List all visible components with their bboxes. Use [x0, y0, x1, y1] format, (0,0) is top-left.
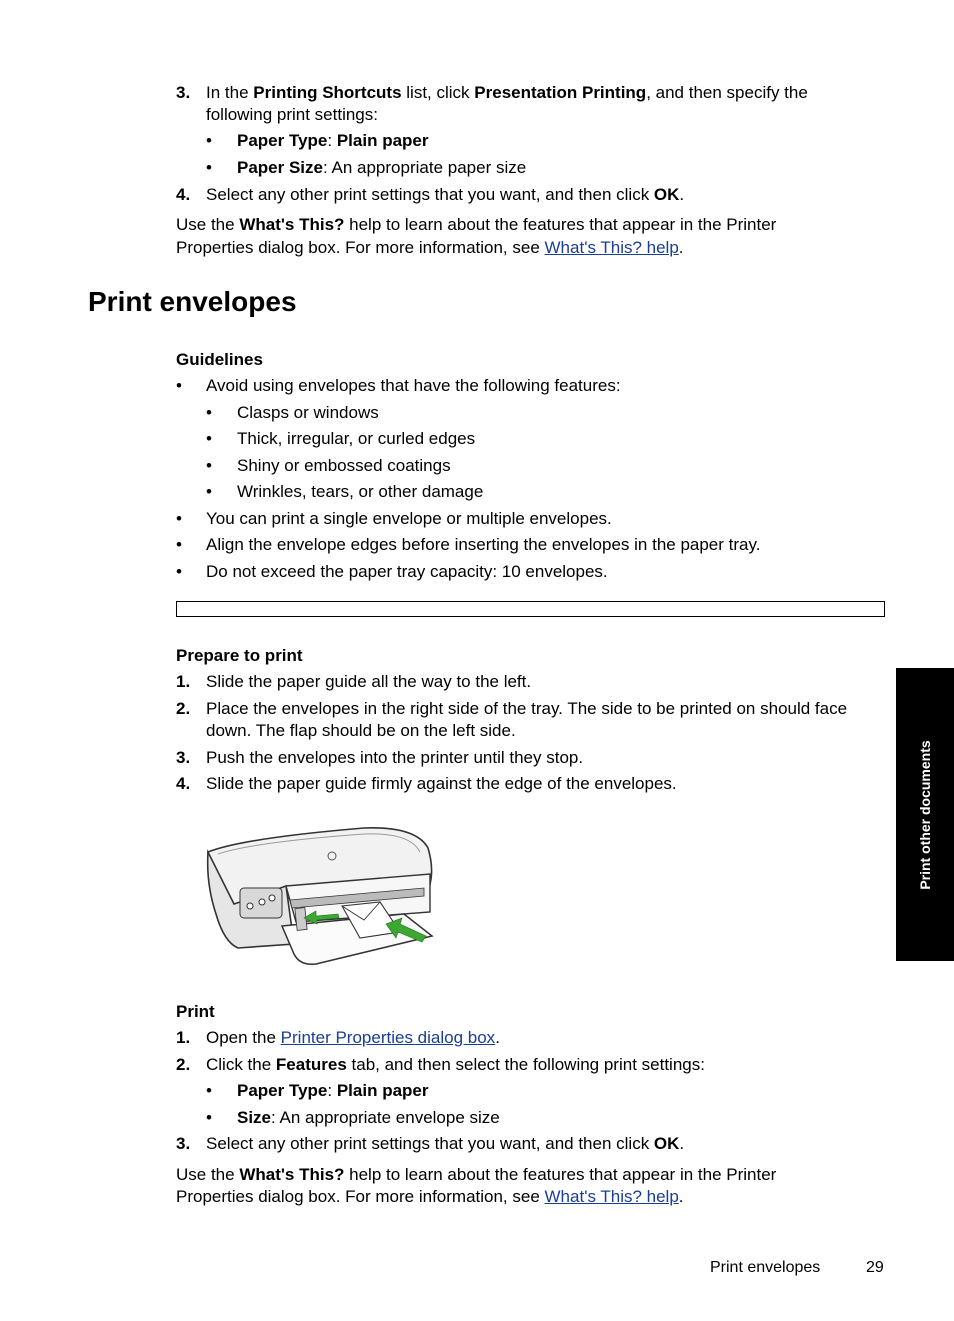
prepare-step-continued: down. The flap should be on the left side.: [206, 721, 516, 740]
bullet: •: [176, 535, 182, 554]
step-number: 4.: [176, 774, 191, 793]
help-note: Use the What's This? help to learn about the features that appear in the Printer: [176, 215, 777, 234]
chapter-side-tab: [896, 668, 954, 961]
prepare-step: Push the envelopes into the printer until they stop.: [206, 748, 584, 767]
print-step: Select any other print settings that you want, and then click OK.: [206, 1134, 685, 1153]
footer-section: Print envelopes: [710, 1259, 821, 1276]
step-number: 3.: [176, 83, 191, 102]
bullet: •: [206, 1108, 212, 1127]
setting-paper-size: Paper Size: An appropriate paper size: [237, 158, 527, 177]
setting-size: Size: An appropriate envelope size: [237, 1108, 500, 1127]
chapter-side-tab-label: Print other documents: [917, 739, 933, 890]
guideline-item: Avoid using envelopes that have the following features:: [206, 376, 621, 395]
guideline-sub-item: Shiny or embossed coatings: [237, 456, 451, 475]
bullet: •: [206, 482, 212, 501]
bullet: •: [206, 429, 212, 448]
setting-paper-type: Paper Type: Plain paper: [237, 1081, 429, 1100]
step-text-continued: following print settings:: [206, 105, 378, 124]
step-number: 3.: [176, 1134, 191, 1153]
print-step: Open the Printer Properties dialog box.: [206, 1028, 500, 1047]
print-heading: Print: [176, 1002, 215, 1021]
prepare-heading: Prepare to print: [176, 646, 303, 665]
help-note-continued: Properties dialog box. For more information, see What's This? help.: [176, 1187, 684, 1206]
printer-illustration: [204, 824, 436, 970]
step-number: 2.: [176, 699, 191, 718]
bullet: •: [206, 1081, 212, 1100]
bullet: •: [176, 509, 182, 528]
prepare-step: Slide the paper guide firmly against the edge of the envelopes.: [206, 774, 677, 793]
whats-this-help-link[interactable]: What's This? help: [544, 238, 679, 257]
prepare-step: Slide the paper guide all the way to the left.: [206, 672, 532, 691]
setting-paper-type: Paper Type: Plain paper: [237, 131, 429, 150]
bullet: •: [176, 376, 182, 395]
whats-this-help-link[interactable]: What's This? help: [544, 1187, 679, 1206]
print-step: Click the Features tab, and then select the following print settings:: [206, 1055, 705, 1074]
printer-properties-link[interactable]: Printer Properties dialog box: [280, 1028, 496, 1047]
guideline-sub-item: Clasps or windows: [237, 403, 379, 422]
step-number: 1.: [176, 1028, 191, 1047]
guideline-sub-item: Wrinkles, tears, or other damage: [237, 482, 484, 501]
page-number: 29: [866, 1259, 884, 1276]
step-text: Select any other print settings that you want, and then click OK.: [206, 185, 685, 204]
step-number: 3.: [176, 748, 191, 767]
guidelines-heading: Guidelines: [176, 350, 263, 369]
help-note: Use the What's This? help to learn about the features that appear in the Printer: [176, 1165, 777, 1184]
bullet: •: [206, 158, 212, 177]
guideline-item: Do not exceed the paper tray capacity: 10 envelopes.: [206, 562, 608, 581]
step-number: 2.: [176, 1055, 191, 1074]
guideline-sub-item: Thick, irregular, or curled edges: [237, 429, 476, 448]
guideline-item: Align the envelope edges before inserting the envelopes in the paper tray.: [206, 535, 761, 554]
help-note-continued: Properties dialog box. For more information, see What's This? help.: [176, 238, 684, 257]
bullet: •: [176, 562, 182, 581]
bullet: •: [206, 403, 212, 422]
empty-note-box: [176, 601, 885, 617]
section-title: Print envelopes: [88, 286, 297, 317]
bullet: •: [206, 456, 212, 475]
guideline-item: You can print a single envelope or multiple envelopes.: [206, 509, 612, 528]
step-number: 1.: [176, 672, 191, 691]
step-number: 4.: [176, 185, 191, 204]
prepare-step: Place the envelopes in the right side of the tray. The side to be printed on should face: [206, 699, 848, 718]
bullet: •: [206, 131, 212, 150]
step-text: In the Printing Shortcuts list, click Presentation Printing, and then specify the: [206, 83, 808, 102]
